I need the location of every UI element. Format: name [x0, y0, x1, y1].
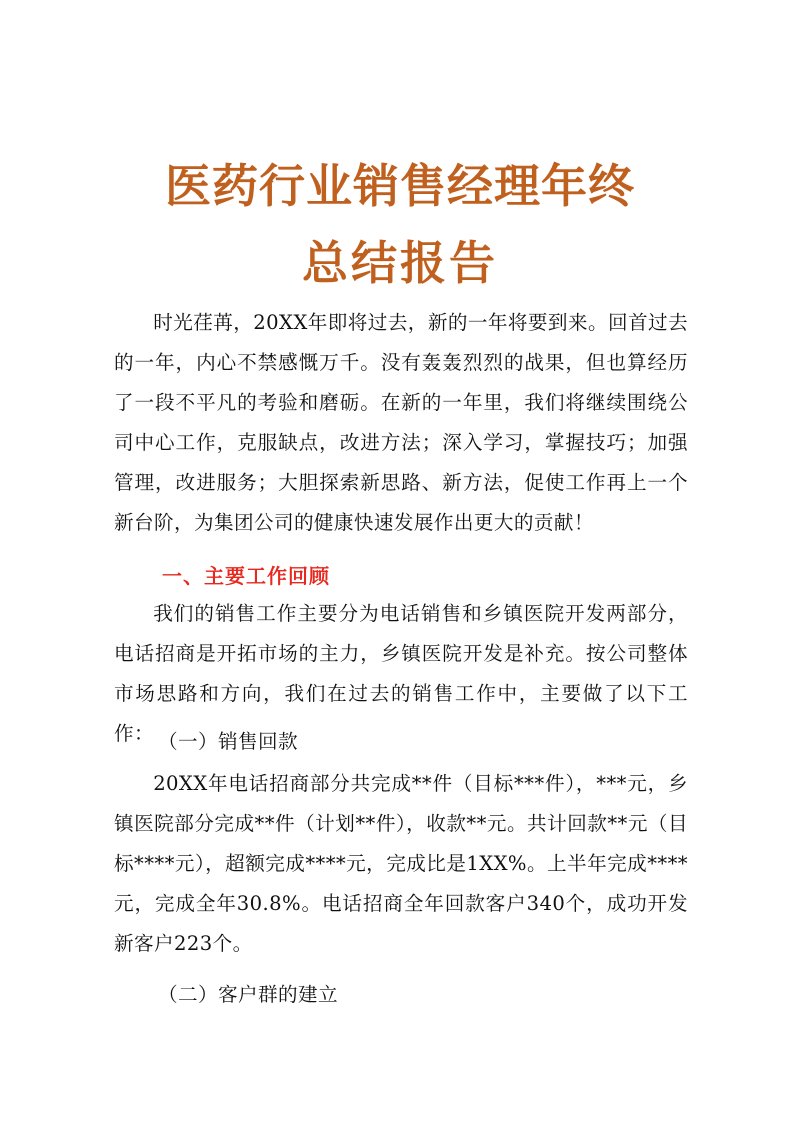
document-title-line-2: 总结报告	[302, 236, 498, 290]
subsection-paragraph-sales-collection: 20XX年电话招商部分共完成**件（目标***件），***元，乡镇医院部分完成**件（计划**件），收款**元。共计回款**元（目标****元），超额完成****元，完成比是1XX%。上半年完成****元，完成全年30.8%。电话招商全年回款客户340个，成功开发新客户223个。	[114, 772, 688, 955]
document-title-line-1: 医药行业销售经理年终	[165, 159, 635, 213]
subsection-heading-sales-collection: （一）销售回款	[158, 730, 298, 753]
subsection-heading-customer-base: （二）客户群的建立	[158, 983, 338, 1006]
section-heading-main-work-review: 一、主要工作回顾	[162, 564, 330, 588]
section-paragraph: 我们的销售工作主要分为电话销售和乡镇医院开发两部分，电话招商是开拓市场的主力，乡镇医院开发是补充。按公司整体市场思路和方向，我们在过去的销售工作中，主要做了以下工作：	[114, 602, 688, 745]
intro-paragraph: 时光荏苒，20XX年即将过去，新的一年将要到来。回首过去的一年，内心不禁感慨万千。没有轰轰烈烈的战果，但也算经历了一段不平凡的考验和磨砺。在新的一年里，我们将继续围绕公司中心工作，克服缺点，改进方法；深入学习，掌握技巧；加强管理，改进服务；大胆探索新思路、新方法，促使工作再上一个新台阶，为集团公司的健康快速发展作出更大的贡献！	[114, 311, 688, 534]
